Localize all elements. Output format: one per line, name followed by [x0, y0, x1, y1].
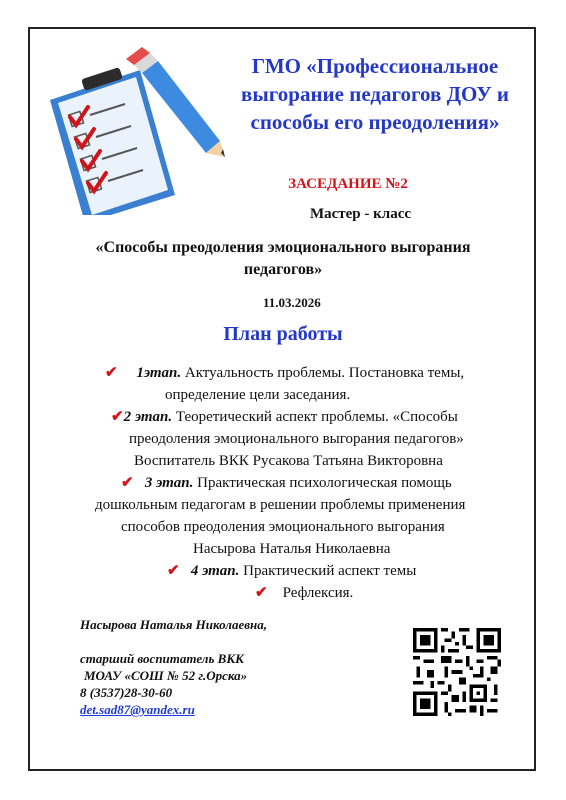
step-3-speaker: Насырова Наталья Николаевна [193, 541, 391, 557]
contact-position: старший воспитатель ВКК [80, 651, 244, 666]
step-1-cont: определение цели заседания. [165, 387, 351, 403]
checkmark-icon: ✔ [121, 475, 134, 491]
step-5: ✔ Рефлексия. [255, 585, 354, 601]
step-4: ✔ 4 этап. Практический аспект темы [167, 563, 417, 579]
contact-name: Насырова Наталья Николаевна, [80, 617, 267, 632]
checkmark-icon: ✔ [167, 563, 180, 579]
page-title: ГМО «Профессиональное выгорание педагогов ДОУ и способы его преодоления» [241, 54, 509, 134]
contact-org: МОАУ «СОШ № 52 г.Орска» [84, 668, 248, 683]
step-3: ✔ 3 этап. Практическая психологическая помощь [121, 475, 452, 491]
checkmark-icon: ✔ [105, 365, 118, 381]
plan-heading: План работы [223, 323, 343, 345]
event-topic: «Способы преодоления эмоционального выгорания педагогов» [95, 239, 471, 278]
step-2-cont: преодоления эмоционального выгорания педагогов» [129, 431, 464, 447]
meeting-number: ЗАСЕДАНИЕ №2 [288, 176, 408, 192]
event-type: Мастер - класс [309, 206, 412, 222]
step-1: ✔ 1этап. Актуальность проблемы. Постановка темы, [105, 365, 465, 381]
step-2-speaker: Воспитатель ВКК Русакова Татьяна Викторовна [134, 453, 443, 469]
plan-steps [75, 362, 535, 604]
step-3-cont-1: дошкольным педагогам в решении проблемы применения [95, 497, 466, 513]
contact-info [80, 616, 267, 718]
step-2: ✔2 этап. Теоретический аспект проблемы. «Способы [111, 409, 458, 425]
event-date: 11.03.2026 [263, 295, 321, 310]
qr-code [413, 628, 501, 716]
contact-email-link[interactable]: det.sad87@yandex.ru [80, 702, 195, 717]
checkmark-icon: ✔ [255, 585, 268, 601]
checkmark-icon: ✔ [111, 409, 124, 425]
step-3-cont-2: способов преодоления эмоционального выгорания [121, 519, 445, 535]
contact-phone: 8 (3537)28-30-60 [80, 685, 173, 700]
